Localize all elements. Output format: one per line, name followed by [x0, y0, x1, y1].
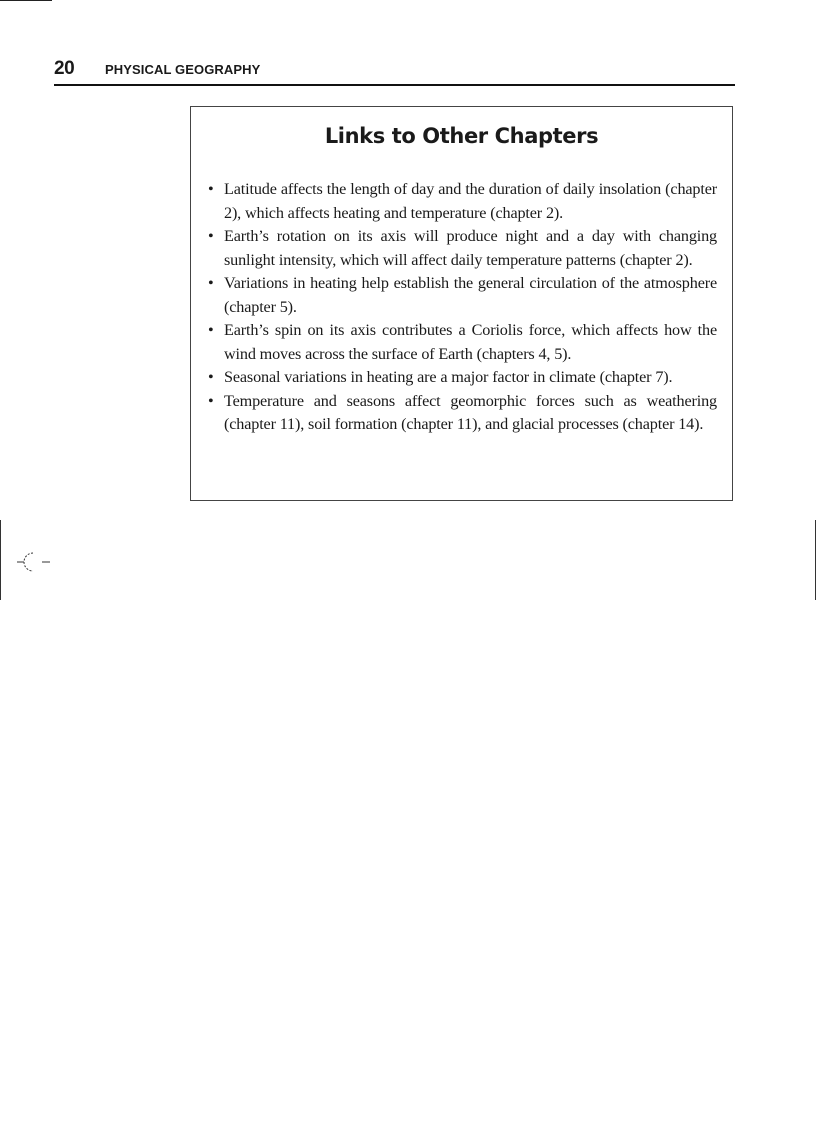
bullet-icon: • [208, 368, 214, 386]
running-head: PHYSICAL GEOGRAPHY [105, 62, 261, 77]
crop-mark-left [0, 520, 1, 600]
links-box [190, 106, 733, 501]
links-list [208, 178, 717, 437]
crop-line-top [0, 0, 52, 1]
list-item-text: Earth’s spin on its axis contributes a Coriolis force, which affects how the wind moves across the surface of Earth (chapters 4, 5). [224, 321, 717, 363]
list-item [208, 366, 717, 390]
list-item-text: Variations in heating help establish the general circulation of the atmosphere (chapter 5). [224, 274, 717, 316]
list-item-text: Latitude affects the length of day and the duration of daily insolation (chapter 2), which affects heating and temperature (chapter 2). [224, 180, 717, 222]
bullet-icon: • [208, 227, 214, 245]
list-item [208, 390, 717, 437]
list-item-text: Earth’s rotation on its axis will produce night and a day with changing sunlight intensity, which will affect daily temperature patterns (chapter 2). [224, 227, 717, 269]
list-item-text: Temperature and seasons affect geomorphic forces such as weathering (chapter 11), soil formation (chapter 11), and glacial processes (chapter 14). [224, 391, 717, 433]
bullet-icon: • [208, 391, 214, 410]
box-title: Links to Other Chapters [324, 124, 599, 148]
bullet-icon: • [208, 274, 214, 292]
list-item [208, 319, 717, 366]
page-number: 20 [54, 58, 75, 79]
registration-mark-icon [17, 550, 57, 574]
page-header [54, 58, 735, 86]
bullet-icon: • [208, 180, 214, 198]
list-item-text: Seasonal variations in heating are a major factor in climate (chapter 7). [224, 368, 673, 386]
bullet-icon: • [208, 321, 214, 339]
list-item [208, 272, 717, 319]
list-item [208, 225, 717, 272]
list-item [208, 178, 717, 225]
